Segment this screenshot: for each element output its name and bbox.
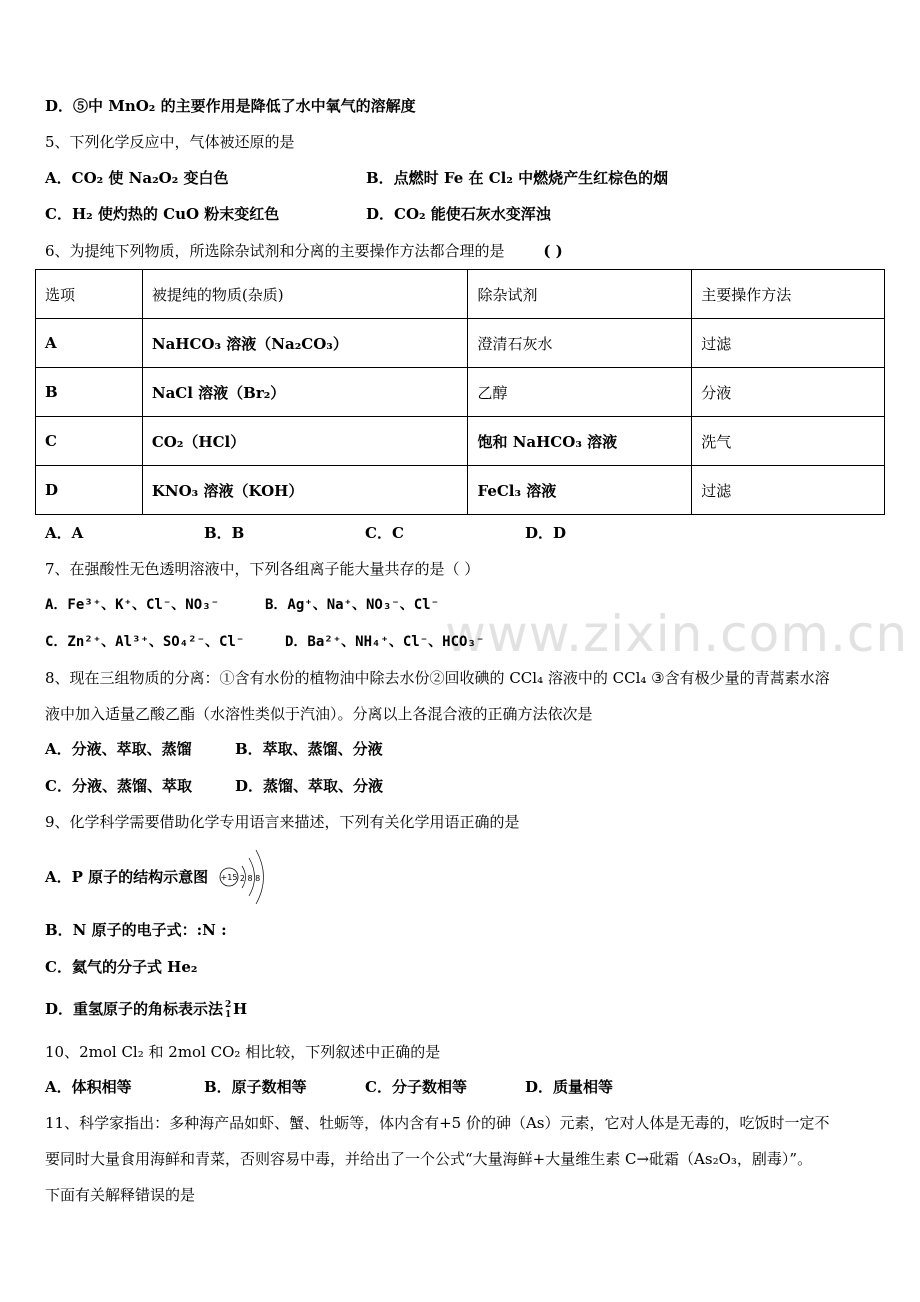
q10-option-b: B．原子数相等	[204, 1078, 307, 1096]
table-header-cell: 主要操作方法	[692, 270, 885, 319]
q5-stem: 5、下列化学反应中，气体被还原的是	[45, 133, 295, 151]
q6-stem-text: 6、为提纯下列物质，所选除杂试剂和分离的主要操作方法都合理的是	[45, 242, 505, 260]
table-cell: 分液	[692, 368, 885, 417]
nucleus-label: +15	[220, 873, 238, 882]
atomic-number: 1	[225, 1010, 232, 1020]
isotope-notation	[223, 1000, 233, 1020]
element-symbol: H	[233, 1000, 248, 1018]
q9-option-a: A．P 原子的结构示意图	[45, 868, 209, 886]
q5-option-d: D．CO₂ 能使石灰水变浑浊	[366, 205, 551, 223]
table-row	[36, 368, 885, 417]
shell-electrons-label: 2 8 8	[239, 874, 261, 883]
q11-stem-line3: 下面有关解释错误的是	[45, 1186, 196, 1204]
table-cell: 饱和 NaHCO₃ 溶液	[468, 417, 692, 466]
q8-option-b: B．萃取、蒸馏、分液	[235, 740, 383, 758]
q8-option-d: D．蒸馏、萃取、分液	[235, 777, 384, 795]
table-row	[36, 466, 885, 515]
q7-option-d: D．Ba²⁺、NH₄⁺、Cl⁻、HCO₃⁻	[285, 634, 485, 650]
q8-option-a: A．分液、萃取、蒸馏	[45, 740, 192, 758]
mass-number: 2	[225, 1000, 232, 1010]
q7-option-c: C．Zn²⁺、Al³⁺、SO₄²⁻、Cl⁻	[45, 634, 245, 650]
table-cell: 乙醇	[468, 368, 692, 417]
q7-option-a: A．Fe³⁺、K⁺、Cl⁻、NO₃⁻	[45, 597, 220, 613]
table-cell: A	[36, 319, 143, 368]
table-cell: 过滤	[692, 319, 885, 368]
table-row	[36, 417, 885, 466]
table-cell: C	[36, 417, 143, 466]
q9-option-d-text: D．重氢原子的角标表示法	[45, 1000, 224, 1018]
atomic-structure-diagram	[218, 846, 268, 908]
q5-option-a: A．CO₂ 使 Na₂O₂ 变白色	[45, 169, 229, 187]
q5-option-b: B．点燃时 Fe 在 Cl₂ 中燃烧产生红棕色的烟	[366, 169, 669, 187]
q10-stem: 10、2mol Cl₂ 和 2mol CO₂ 相比较，下列叙述中正确的是	[45, 1043, 441, 1061]
q6-option-a: A．A	[45, 524, 84, 542]
q8-stem-line2: 液中加入适量乙酸乙酯（水溶性类似于汽油）。分离以上各混合液的正确方法依次是	[45, 705, 593, 723]
table-cell: KNO₃ 溶液（KOH）	[142, 466, 468, 515]
q10-option-a: A．体积相等	[45, 1078, 132, 1096]
table-header-cell: 除杂试剂	[468, 270, 692, 319]
q8-option-c: C．分液、蒸馏、萃取	[45, 777, 192, 795]
q10-option-c: C．分子数相等	[365, 1078, 467, 1096]
q10-option-d: D．质量相等	[525, 1078, 614, 1096]
q4-option-d: D．⑤中 MnO₂ 的主要作用是降低了水中氧气的溶解度	[45, 97, 416, 115]
q9-option-d	[45, 999, 247, 1020]
q6-option-c: C．C	[365, 524, 404, 542]
q7-stem: 7、在强酸性无色透明溶液中，下列各组离子能大量共存的是（ ）	[45, 560, 480, 578]
q6-option-b: B．B	[204, 524, 245, 542]
table-header-cell: 被提纯的物质(杂质)	[142, 270, 468, 319]
table-cell: 澄清石灰水	[468, 319, 692, 368]
table-cell: 洗气	[692, 417, 885, 466]
table-cell: B	[36, 368, 143, 417]
table-cell: FeCl₃ 溶液	[468, 466, 692, 515]
q6-stem	[45, 241, 563, 261]
q11-stem-line1: 11、科学家指出：多种海产品如虾、蟹、牡蛎等，体内含有+5 价的砷（As）元素，它对人体是无毒的，吃饭时一定不	[45, 1114, 830, 1132]
q6-blank: ( )	[543, 242, 563, 260]
q7-option-b: B．Ag⁺、Na⁺、NO₃⁻、Cl⁻	[265, 597, 440, 613]
q6-table	[35, 269, 885, 515]
q11-stem-line2: 要同时大量食用海鲜和青菜，否则容易中毒，并给出了一个公式“大量海鲜+大量维生素 C→砒霜（As₂O₃，剧毒）”。	[45, 1150, 813, 1168]
table-cell: CO₂（HCl）	[142, 417, 468, 466]
q8-stem-line1: 8、现在三组物质的分离：①含有水份的植物油中除去水份②回收碘的 CCl₄ 溶液中的 CCl₄ ③含有极少量的青蒿素水溶	[45, 669, 830, 687]
q5-option-c: C．H₂ 使灼热的 CuO 粉末变红色	[45, 205, 280, 223]
q9-stem: 9、化学科学需要借助化学专用语言来描述，下列有关化学用语正确的是	[45, 813, 520, 831]
table-cell: 过滤	[692, 466, 885, 515]
watermark: www.zixin.com.cn	[445, 605, 909, 663]
table-row	[36, 319, 885, 368]
table-cell: NaHCO₃ 溶液（Na₂CO₃）	[142, 319, 468, 368]
q9-option-b: B．N 原子的电子式：:N :	[45, 921, 227, 939]
table-cell: D	[36, 466, 143, 515]
table-header-cell: 选项	[36, 270, 143, 319]
q9-option-c: C．氦气的分子式 He₂	[45, 958, 198, 976]
q6-option-d: D．D	[525, 524, 567, 542]
table-cell: NaCl 溶液（Br₂）	[142, 368, 468, 417]
table-header-row	[36, 270, 885, 319]
